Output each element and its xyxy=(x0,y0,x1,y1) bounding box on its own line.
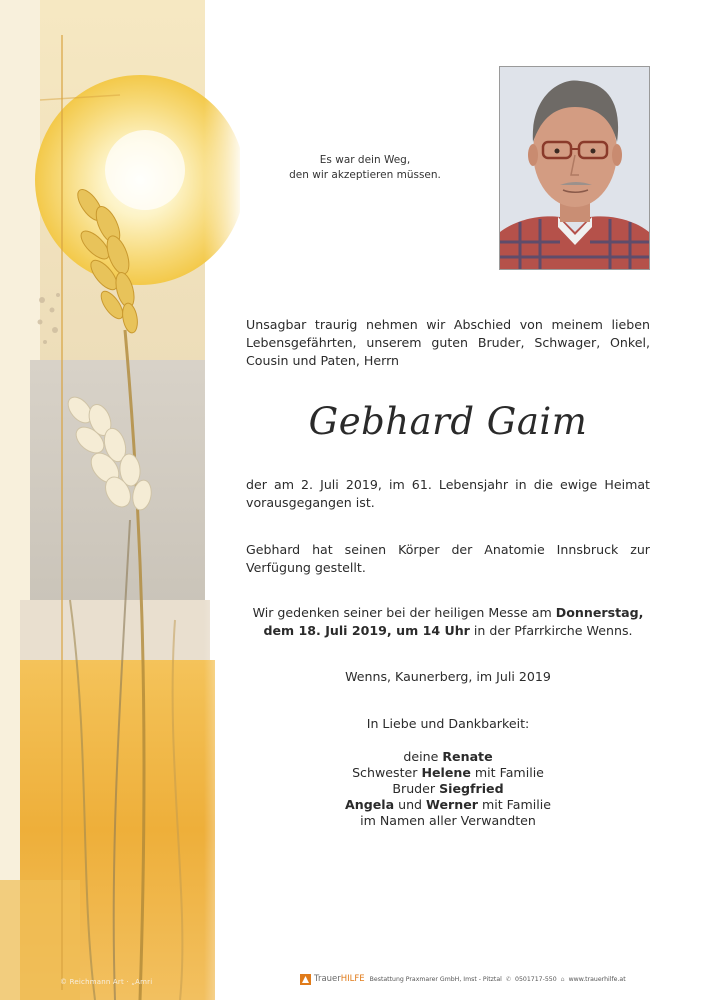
mourner-line: Schwester Helene mit Familie xyxy=(352,765,544,780)
closing-line: In Liebe und Dankbarkeit: xyxy=(366,716,530,731)
deceased-name: Gebhard Gaim xyxy=(308,400,588,443)
mass-date-time: dem 18. Juli 2019, um 14 Uhr xyxy=(263,623,470,638)
phone-icon: ✆ xyxy=(505,975,512,983)
mass-text-1: Wir gedenken seiner bei der heiligen Messe am xyxy=(252,605,556,620)
web-icon: ⌂ xyxy=(560,975,565,983)
trauerhilfe-logo-icon xyxy=(300,974,311,985)
logo-text-trauer: Trauer xyxy=(314,974,341,984)
footer xyxy=(300,972,630,986)
body-donation-notice: Gebhard hat seinen Körper der Anatomie Innsbruck zur Verfügung gestellt. xyxy=(246,542,650,575)
motto xyxy=(270,153,460,183)
artwork-credit: © Reichmann Art · „Amri xyxy=(60,978,153,986)
portrait-photo xyxy=(499,66,650,270)
footer-company: Bestattung Praxmarer GmbH, Imst - Pitztal xyxy=(369,975,502,983)
mourner-line: Angela und Werner mit Familie xyxy=(344,797,551,812)
mourner-line: deine Renate xyxy=(403,749,493,764)
footer-website[interactable]: www.trauerhilfe.at xyxy=(568,975,626,983)
motto-line-1: Es war dein Weg, xyxy=(319,154,411,166)
mourners-list xyxy=(246,749,650,829)
intro-paragraph: Unsagbar traurig nehmen wir Abschied von meinem lieben Lebensgefährten, unserem guten Bruder, Schwager, Onkel, Cousin und Paten, Herrn xyxy=(246,317,650,368)
mass-announcement xyxy=(246,604,650,640)
logo-text-hilfe: HILFE xyxy=(340,974,365,984)
motto-line-2: den wir akzeptieren müssen. xyxy=(289,169,441,181)
mourner-line: im Namen aller Verwandten xyxy=(360,813,536,828)
mass-day: Donnerstag, xyxy=(555,605,644,620)
mass-text-2: in der Pfarrkirche Wenns. xyxy=(469,623,633,638)
mourner-line: Bruder Siegfried xyxy=(392,781,504,796)
place-date: Wenns, Kaunerberg, im Juli 2019 xyxy=(345,669,551,684)
watercolor-artwork xyxy=(0,0,240,1000)
death-notice: der am 2. Juli 2019, im 61. Lebensjahr in die ewige Heimat vorausgegangen ist. xyxy=(246,477,650,510)
footer-phone: 0501717-550 xyxy=(515,975,557,983)
